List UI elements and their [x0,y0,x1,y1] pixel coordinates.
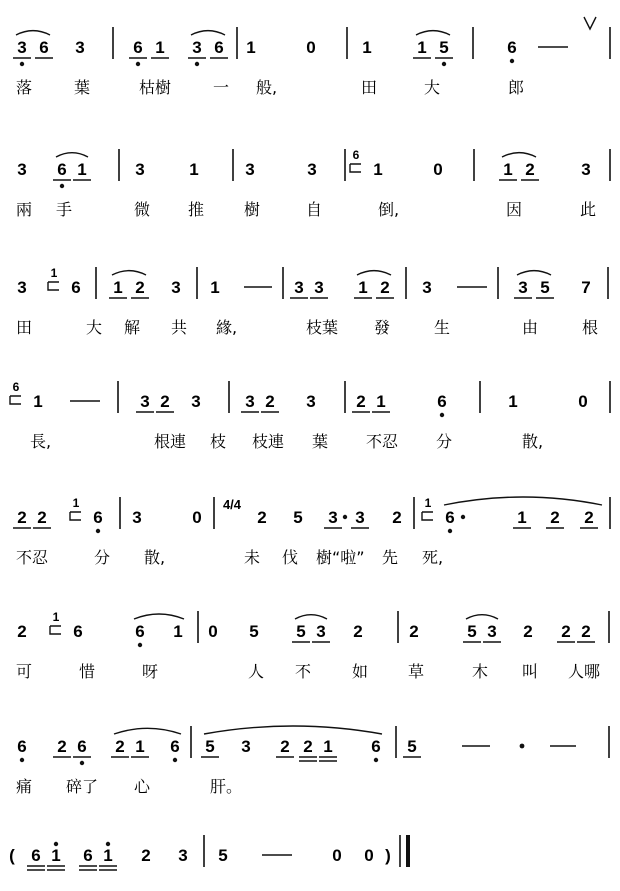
note: 3 [241,737,251,756]
lyric: 可 [16,662,33,681]
grace-link [48,282,59,290]
note: 0 [332,846,342,865]
slur [16,31,50,35]
note: 2 [303,737,313,756]
low-octave-dot [173,758,177,762]
slur [444,497,602,505]
slur [134,614,184,619]
low-octave-dot [138,643,142,647]
lyric: 緣, [216,318,238,337]
low-octave-dot [374,758,378,762]
lyric: 枝葉 [306,318,339,337]
note: 0 [433,160,443,179]
note: 3 [355,508,365,527]
slur [295,615,327,619]
note: 2 [280,737,290,756]
note: 3 [422,278,432,297]
note: 3 [307,160,317,179]
final-barline-thick [406,835,410,867]
note: 2 [550,508,560,527]
note: 2 [525,160,535,179]
note: 6 [71,278,81,297]
slur [204,726,382,734]
lyric: 先 [382,548,399,567]
grace-link [10,396,21,404]
note: 6 [437,392,447,411]
note: 1 [373,160,383,179]
note: 2 [17,622,27,641]
note: 1 [323,737,333,756]
duration-dot [461,515,465,519]
note: 3 [518,278,528,297]
note: 6 [57,160,67,179]
note: 2 [115,737,125,756]
lyric: 枯樹 [139,78,172,97]
lyric: 枝 [210,432,227,451]
note: 3 [487,622,497,641]
note: 2 [141,846,151,865]
note: 6 [83,846,93,865]
lyric: 微 [134,200,151,219]
slur [114,728,181,734]
note: 5 [205,737,215,756]
score-system [16,726,609,796]
note: 2 [353,622,363,641]
low-octave-dot [80,761,84,765]
grace-link [422,512,433,520]
low-octave-dot [20,758,24,762]
note: 0 [578,392,588,411]
slur [466,615,498,619]
low-octave-dot [195,62,199,66]
note: 2 [17,508,27,527]
note: 2 [561,622,571,641]
slur [112,271,146,275]
note: 5 [407,737,417,756]
low-octave-dot [20,62,24,66]
lyric: 大 [424,78,441,97]
note: 3 [314,278,324,297]
lyric: 木 [472,662,489,681]
note: 5 [293,508,303,527]
note: 0 [208,622,218,641]
note: 2 [160,392,170,411]
note: 1 [103,846,113,865]
note: 3 [140,392,150,411]
lyric: 碎了 [66,777,99,796]
note: 3 [132,508,142,527]
lyric: 郎 [508,78,525,97]
lyric: 不 [295,662,312,681]
note: 1 [189,160,199,179]
lyric: 長, [30,432,52,451]
note: 3 [17,160,27,179]
note: 6 [170,737,180,756]
lyric: 枝連 [252,432,285,451]
note: 5 [218,846,228,865]
note: 3 [191,392,201,411]
lyric: 散, [522,432,544,451]
note: 1 [362,38,372,57]
note: 5 [249,622,259,641]
note: 3 [17,278,27,297]
lyric: 人哪 [568,662,601,681]
lyric: 散, [144,548,166,567]
grace-note: 1 [50,266,58,280]
lyric: 痛 [16,777,33,796]
lyric: 叫 [522,662,539,681]
low-octave-dot [510,59,514,63]
grace-note: 1 [424,496,432,510]
score-system [13,496,610,567]
note: 2 [392,508,402,527]
note: 2 [409,622,419,641]
lyric: 葉 [312,432,329,451]
grace-link [50,626,61,634]
lyric: 手 [56,200,73,219]
note: 2 [581,622,591,641]
low-octave-dot [448,529,452,533]
note: 3 [581,160,591,179]
grace-note: 1 [72,496,80,510]
lyric: 肝。 [210,777,243,796]
low-octave-dot [136,62,140,66]
lyric: 因 [506,200,523,219]
lyric: 葉 [74,78,91,97]
note: 7 [581,278,591,297]
score-system [16,148,610,219]
lyric: 倒, [378,200,400,219]
grace-note: 6 [352,148,360,162]
lyric: 根 [582,318,599,337]
lyric: 大 [86,318,103,337]
note: 6 [93,508,103,527]
low-octave-dot [60,184,64,188]
slur [56,153,88,157]
low-octave-dot [440,413,444,417]
slur [502,153,536,157]
lyric: 生 [434,318,451,337]
note: 6 [39,38,49,57]
note: 3 [17,38,27,57]
note: 2 [584,508,594,527]
note: 6 [507,38,517,57]
note: 2 [135,278,145,297]
lyric: 般, [256,78,278,97]
lyric: 心 [134,777,151,796]
lyric: 推 [188,200,205,219]
lyric: 分 [94,548,111,567]
note: 2 [265,392,275,411]
note: 0 [364,846,374,865]
score-system [16,266,608,337]
low-octave-dot [96,529,100,533]
lyric: 樹 [244,200,261,219]
lyric: 共 [171,318,188,337]
note: 1 [77,160,87,179]
note: 5 [439,38,449,57]
note: 6 [73,622,83,641]
note: 0 [306,38,316,57]
slur [191,31,225,35]
note: 6 [371,737,381,756]
grace-link [350,164,361,172]
note: 1 [33,392,43,411]
note: 2 [356,392,366,411]
note: 1 [417,38,427,57]
slur [416,31,450,35]
lyric: 由 [522,318,539,337]
note: 1 [503,160,513,179]
note: 3 [75,38,85,57]
dotted-rhythm-dot [343,515,347,519]
lyric: 不忍 [366,432,399,451]
note: 6 [77,737,87,756]
duration-dot [520,744,525,749]
note: 5 [540,278,550,297]
note: 1 [173,622,183,641]
note: 5 [296,622,306,641]
note: 1 [210,278,220,297]
lyric: 伐 [282,548,299,567]
lyric: 田 [16,318,33,337]
score-system [10,380,610,451]
lyric: 發 [374,318,391,337]
note: 1 [155,38,165,57]
note: 3 [306,392,316,411]
parenthesis: ) [385,846,391,865]
score-system [16,610,609,681]
note: 2 [380,278,390,297]
note: 0 [192,508,202,527]
note: 3 [135,160,145,179]
note: 2 [37,508,47,527]
time-signature: 4/4 [222,497,242,512]
note: 5 [467,622,477,641]
slur [517,271,551,275]
note: 1 [113,278,123,297]
note: 2 [57,737,67,756]
note: 6 [133,38,143,57]
lyric: 一 [213,78,230,97]
note: 1 [135,737,145,756]
lyric: 此 [580,200,597,219]
lyric: 田 [361,78,378,97]
grace-note: 6 [12,380,20,394]
lyric: 落 [16,78,33,97]
note: 2 [523,622,533,641]
note: 6 [445,508,455,527]
high-octave-dot [54,842,58,846]
note: 1 [358,278,368,297]
note: 3 [192,38,202,57]
lyric: 不忍 [16,548,49,567]
lyric: 人 [248,662,265,681]
lyric: 惜 [79,662,96,681]
parenthesis: ( [9,846,15,865]
note: 1 [517,508,527,527]
lyric: 草 [408,662,425,681]
score-system [13,17,610,97]
note: 6 [17,737,27,756]
grace-note: 1 [52,610,60,624]
grace-link [70,512,81,520]
high-octave-dot [106,842,110,846]
lyric: 根連 [154,432,187,451]
note: 2 [257,508,267,527]
note: 1 [246,38,256,57]
note: 1 [376,392,386,411]
lyric: 分 [436,432,453,451]
note: 6 [31,846,41,865]
low-octave-dot [442,62,446,66]
note: 3 [328,508,338,527]
lyric: 未 [244,548,261,567]
note: 1 [51,846,61,865]
lyric: 如 [352,662,369,681]
note: 3 [245,160,255,179]
note: 3 [178,846,188,865]
lyric: 呀 [142,662,159,681]
lyric: 死, [422,548,444,567]
lyric: 兩 [16,200,33,219]
note: 6 [135,622,145,641]
lyric: 自 [306,200,323,219]
score-system [9,835,410,870]
slur [357,271,391,275]
lyric: 樹“啦” [316,548,365,567]
note: 3 [171,278,181,297]
note: 1 [508,392,518,411]
note: 3 [245,392,255,411]
note: 3 [294,278,304,297]
note: 6 [214,38,224,57]
lyric: 解 [124,318,141,337]
note: 3 [316,622,326,641]
breath-mark-icon [584,17,596,29]
